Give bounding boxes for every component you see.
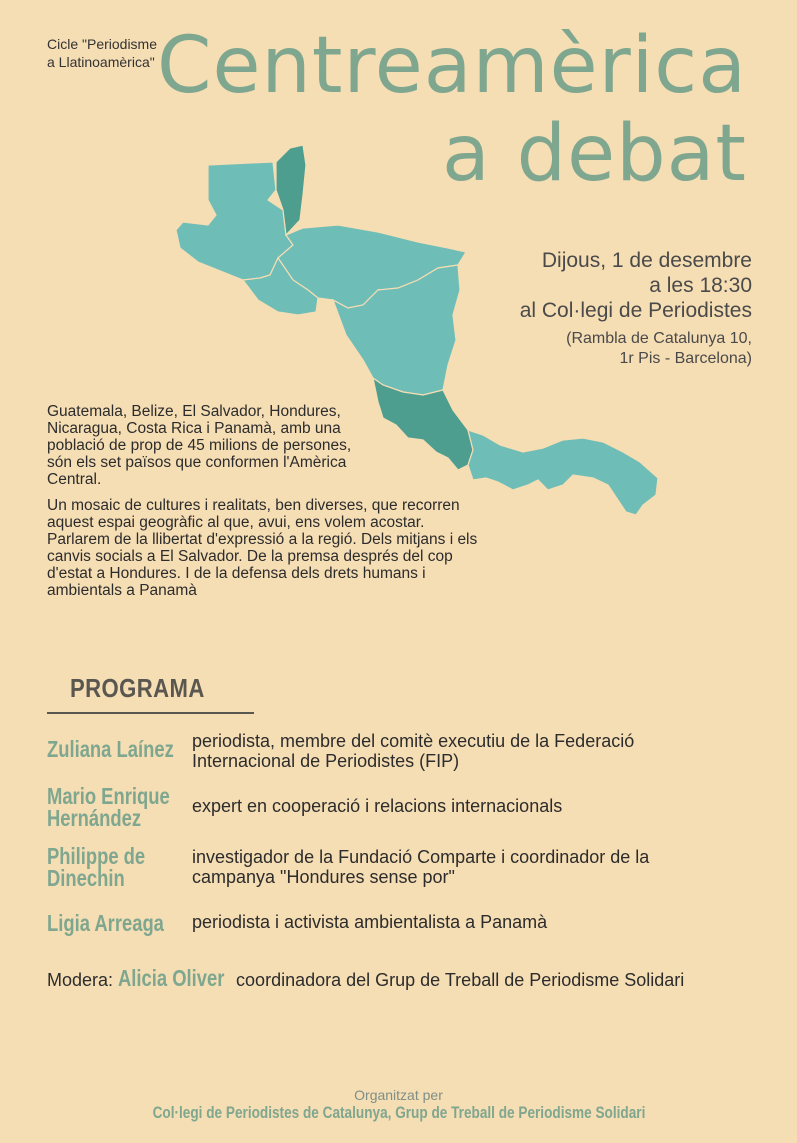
speaker-name-line1: Ligia Arreaga xyxy=(47,910,164,936)
speaker-role: periodista, membre del comitè executiu de la Federació Internacional de Periodistes (FIP) xyxy=(192,731,635,771)
speaker-name xyxy=(47,912,164,934)
organized-by-label: Organitzat per xyxy=(354,1087,443,1103)
speaker-name-line1: Zuliana Laínez xyxy=(47,736,174,762)
speaker-name-line1: Philippe de xyxy=(47,843,146,869)
event-address xyxy=(520,329,752,369)
description xyxy=(47,403,487,608)
program-heading: PROGRAMA xyxy=(70,673,205,703)
speaker-name-line1: Mario Enrique xyxy=(47,783,170,809)
cycle-label-line2: a Llatinoamèrica" xyxy=(47,54,155,70)
speaker-role: expert en cooperació i relacions internacionals xyxy=(192,796,563,816)
description-paragraph-1: Guatemala, Belize, El Salvador, Hondures, Nicaragua, Costa Rica i Panamà, amb una població de prop de 45 milions de persones, són els set països que conformen l'Amèrica Central. xyxy=(47,403,352,488)
moderator-name: Alicia Oliver xyxy=(118,965,225,991)
cycle-label-line1: Cicle "Periodisme xyxy=(47,36,158,52)
speaker-role: periodista i activista ambientalista a Panamà xyxy=(192,912,548,932)
speaker-name-line2: Hernández xyxy=(47,805,142,831)
moderator-role: coordinadora del Grup de Treball de Periodisme Solidari xyxy=(236,970,685,990)
title-line2: a debat xyxy=(442,109,747,199)
title-line1: Centreamèrica xyxy=(156,21,747,111)
speaker-role: investigador de la Fundació Comparte i coordinador de la campanya "Hondures sense por" xyxy=(192,847,650,887)
event-address-line2: 1r Pis - Barcelona) xyxy=(619,350,752,367)
moderator-label: Modera: xyxy=(47,970,114,990)
speaker-name xyxy=(47,785,170,829)
event-address-line1: (Rambla de Catalunya 10, xyxy=(566,330,752,347)
map-panama xyxy=(468,430,658,515)
cycle-label xyxy=(47,35,157,71)
event-venue: al Col·legi de Periodistes xyxy=(519,299,752,322)
description-paragraph-2: Un mosaic de cultures i realitats, ben diverses, que recorren aquest espai geogràfic al que, avui, ens volem acostar. Parlarem de la llibertat d'expressió a la regió. Dels mitjans i els canvis socials a El Salvador. De la premsa després del cop d'estat a Hondures. I de la defensa dels drets humans i ambientals a Panamà xyxy=(47,497,478,599)
speaker-name xyxy=(47,845,145,889)
speaker-name-line2: Dinechin xyxy=(47,865,125,891)
moderator xyxy=(47,965,684,992)
event-time: a les 18:30 xyxy=(649,274,752,297)
organizers-text: Col·legi de Periodistes de Catalunya, Grup de Treball de Periodisme Solidari xyxy=(152,1103,645,1122)
program-divider xyxy=(47,712,254,714)
organizers xyxy=(0,1103,797,1123)
speaker-name xyxy=(47,738,174,760)
event-date: Dijous, 1 de desembre xyxy=(541,249,752,272)
event-info xyxy=(520,248,752,369)
